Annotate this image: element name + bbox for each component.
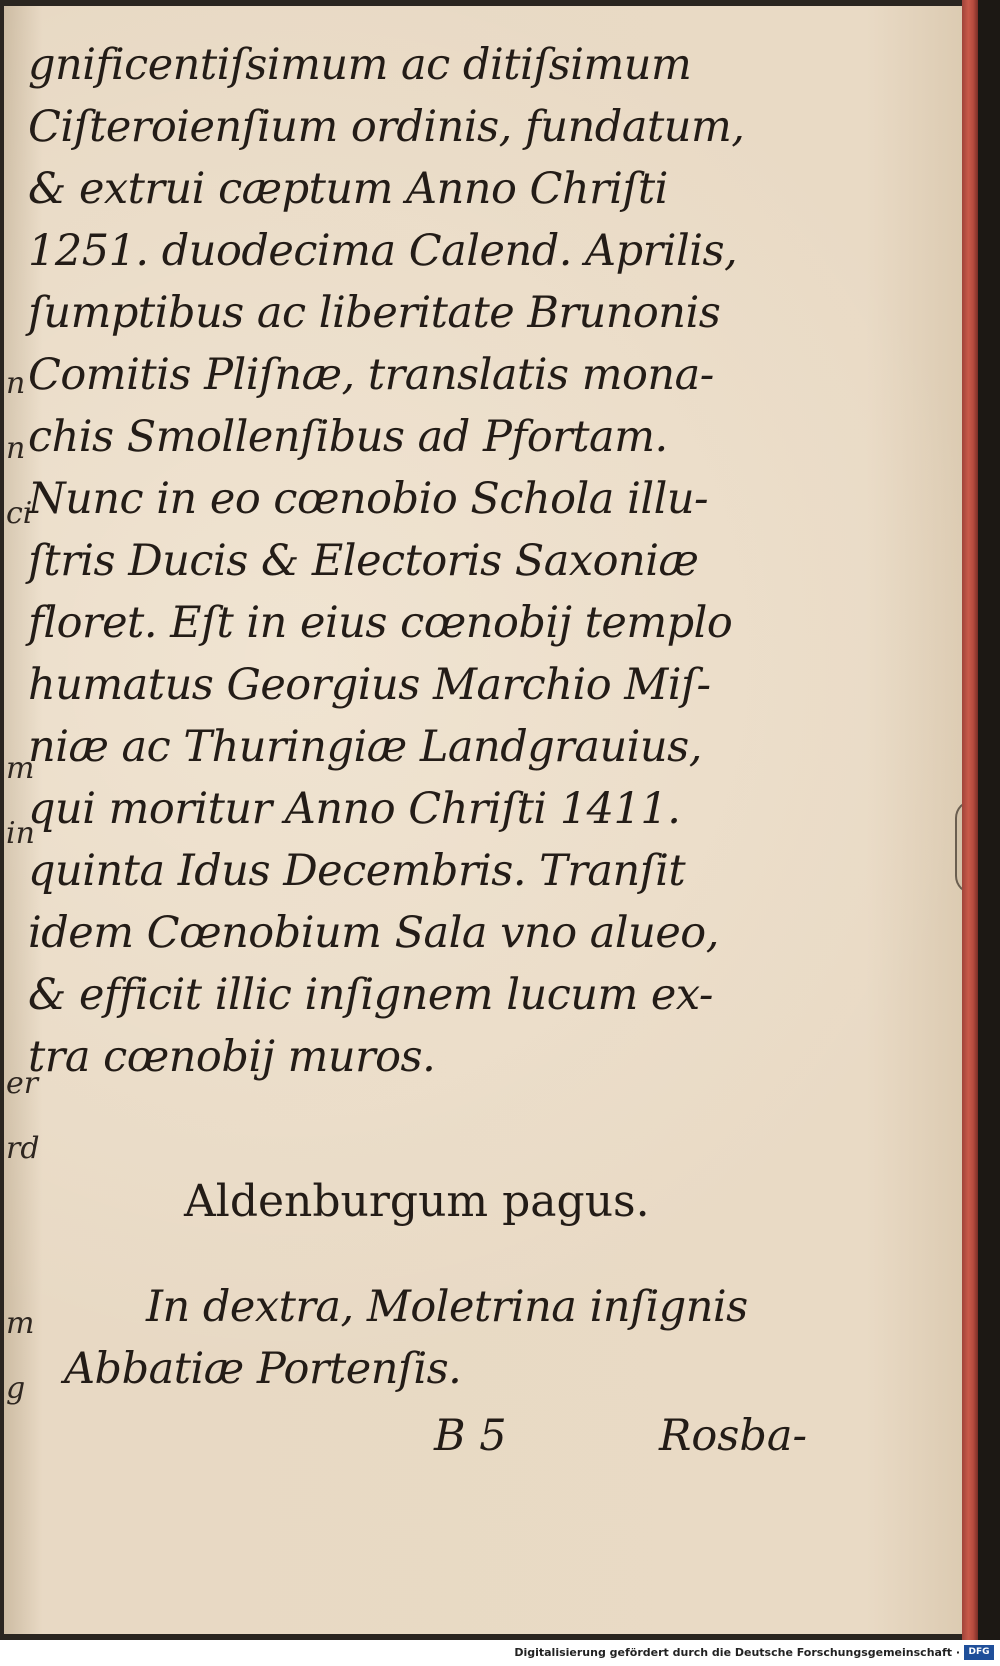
- previous-page-fragment: er: [6, 1066, 39, 1101]
- book-page: [4, 6, 964, 1634]
- text-line: Nunc in eo cœnobio Schola illu-: [28, 474, 709, 524]
- page-edge: [962, 0, 978, 1640]
- text-line: Ciſteroienſium ordinis, fundatum,: [28, 102, 745, 152]
- text-line: ſumptibus ac liberitate Brunonis: [28, 288, 721, 338]
- previous-page-fragment: n: [6, 366, 26, 401]
- previous-page-fragment: m: [6, 1306, 35, 1341]
- digitization-footer: [0, 1640, 1000, 1666]
- text-line: gnificentiſsimum ac ditiſsimum: [28, 40, 692, 90]
- funding-credit: Digitalisierung gefördert durch die Deutsche Forschungsgemeinschaft ·: [514, 1646, 960, 1659]
- text-line: tra cœnobij muros.: [28, 1032, 436, 1082]
- text-line: niæ ac Thuringiæ Landgrauius,: [28, 722, 702, 772]
- previous-page-fragment: m: [6, 751, 35, 786]
- previous-page-fragment: n: [6, 431, 26, 466]
- previous-page-fragment: rd: [6, 1131, 40, 1166]
- text-line: ſtris Ducis & Electoris Saxoniæ: [28, 536, 699, 586]
- previous-page-fragment: in: [6, 816, 35, 851]
- text-line: idem Cœnobium Sala vno alueo,: [28, 908, 719, 958]
- section-heading: Aldenburgum pagus.: [184, 1176, 650, 1227]
- page-footer-line: [434, 1411, 854, 1475]
- text-line: In dextra, Moletrina inſignis: [146, 1282, 748, 1332]
- text-line: 1251. duodecima Calend. Aprilis,: [28, 226, 738, 276]
- catchword: Rosba-: [659, 1411, 808, 1461]
- book-cover-edge: [978, 0, 1000, 1640]
- text-line: Comitis Pliſnæ, translatis mona-: [28, 350, 714, 400]
- signature-mark: B 5: [434, 1411, 507, 1461]
- text-line: quinta Idus Decembris. Tranſit: [28, 846, 686, 896]
- text-line: floret. Eſt in eius cœnobij templo: [28, 598, 733, 648]
- previous-page-fragment: g: [6, 1371, 26, 1406]
- text-line: qui moritur Anno Chriſti 1411.: [28, 784, 681, 834]
- text-line: humatus Georgius Marchio Miſ-: [28, 660, 711, 710]
- text-line: chis Smollenſibus ad Pfortam.: [28, 412, 668, 462]
- main-text-block: [28, 34, 808, 1088]
- previous-page-fragment: ci: [6, 496, 33, 531]
- second-paragraph: [64, 1276, 844, 1400]
- text-line: & extrui cæptum Anno Chriſti: [28, 164, 668, 214]
- text-line: Abbatiæ Portenſis.: [64, 1344, 462, 1394]
- text-line: & efficit illic inſignem lucum ex-: [28, 970, 713, 1020]
- dfg-logo: DFG: [964, 1645, 994, 1660]
